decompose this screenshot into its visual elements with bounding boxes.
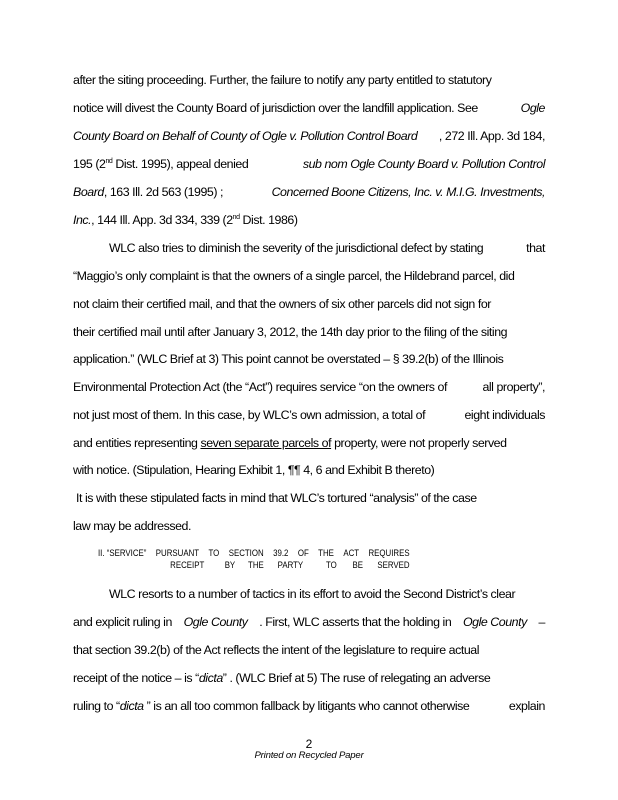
paragraph-start	[109, 241, 545, 255]
text: , 272 Ill. App. 3d 184,	[438, 129, 545, 143]
text: ” . (WLC Brief at 5) The ruse of relegating an adverse	[222, 671, 491, 685]
heading-word: II. “SERVICE”	[98, 548, 147, 559]
footer-text: Printed on Recycled Paper	[254, 750, 364, 761]
text: –	[538, 615, 545, 629]
text: after the siting proceeding. Further, the failure to notify any party entitled to statutory	[73, 73, 492, 87]
text-line	[73, 643, 545, 657]
text-line	[73, 101, 545, 115]
text: Environmental Protection Act (the “Act”) requires service “on the owners of	[73, 380, 447, 394]
superscript: nd	[232, 214, 240, 221]
text-line	[73, 436, 545, 450]
text: not just most of them. In this case, by WLC’s own admission, a total of	[73, 408, 426, 422]
case-name: County Board on Behalf of County of Ogle v. Pollution Control Board	[73, 129, 418, 143]
heading-word: BY	[224, 560, 236, 571]
paragraph-start	[76, 491, 548, 505]
heading-word: SECTION	[228, 548, 264, 559]
text: eight individuals	[464, 408, 545, 422]
heading-word: 39.2	[273, 548, 289, 559]
text-line	[73, 671, 545, 685]
case-name: sub nom Ogle County Board v. Pollution Control	[302, 157, 545, 171]
text: property, were not properly served	[331, 436, 507, 450]
heading-word: SERVED	[377, 560, 410, 571]
text: their certified mail until after January 3, 2012, the 14th day prior to the filing of the siting	[73, 325, 508, 339]
section-heading	[98, 548, 410, 572]
text: law may be addressed.	[73, 519, 191, 533]
text: explain	[508, 699, 545, 713]
text: , 144 Ill. App. 3d 334, 339 (2	[91, 213, 233, 227]
heading-word: BE	[352, 560, 363, 571]
text-line	[73, 325, 545, 339]
italic-term: dicta	[198, 671, 223, 685]
text: that section 39.2(b) of the Act reflects the intent of the legislature to require actual	[73, 643, 480, 657]
text-line	[73, 352, 545, 366]
case-name: Inc.	[73, 213, 92, 227]
text: notice will divest the County Board of jurisdiction over the landfill application. See	[73, 101, 478, 115]
text-line	[73, 269, 545, 283]
text-line	[73, 213, 545, 227]
text: ruling to “	[73, 699, 120, 713]
heading-row	[98, 548, 410, 560]
heading-word: ACT	[343, 548, 360, 559]
text-line	[73, 699, 545, 713]
text-line	[73, 129, 545, 143]
heading-word: REQUIRES	[368, 548, 410, 559]
case-name: Ogle County	[183, 615, 248, 629]
heading-word: TO	[208, 548, 220, 559]
text: and explicit ruling in	[73, 615, 172, 629]
italic-term: dicta	[119, 699, 144, 713]
superscript: nd	[105, 158, 113, 165]
text: and entities representing	[73, 436, 201, 450]
heading-word: TO	[325, 560, 337, 571]
case-name: Ogle	[520, 101, 545, 115]
text: , 163 Ill. 2d 563 (1995) ;	[103, 185, 224, 199]
case-name: Concerned Boone Citizens, Inc. v. M.I.G. Investments,	[271, 185, 545, 199]
heading-word: PARTY	[277, 560, 304, 571]
text: WLC also tries to diminish the severity of the jurisdictional defect by stating	[109, 241, 484, 255]
text-line	[73, 519, 545, 533]
case-name: Ogle County	[462, 615, 527, 629]
underlined-text: seven separate parcels of	[200, 436, 332, 450]
text: 195 (2	[73, 157, 106, 171]
text-line	[73, 185, 545, 199]
heading-word: THE	[248, 560, 264, 571]
text-line	[73, 615, 545, 629]
page-number: 2	[305, 737, 313, 751]
text: ” is an all too common fallback by litigants who cannot otherwise	[143, 699, 470, 713]
text: . First, WLC asserts that the holding in	[259, 615, 452, 629]
text-line	[73, 463, 545, 477]
text-line	[73, 408, 545, 422]
text: Dist. 1986)	[239, 213, 298, 227]
text-line	[73, 73, 545, 87]
heading-word: THE	[318, 548, 334, 559]
text: application.” (WLC Brief at 3) This point cannot be overstated – § 39.2(b) of the Illinois	[73, 352, 504, 366]
text: Dist. 1995), appeal denied	[112, 157, 249, 171]
heading-word: PURSUANT	[155, 548, 200, 559]
heading-word: RECEIPT	[170, 560, 205, 571]
text: receipt of the notice – is “	[73, 671, 199, 685]
case-name: Board	[73, 185, 104, 199]
text: It is with these stipulated facts in mind that WLC’s tortured “analysis” of the case	[76, 491, 477, 505]
text: all property”,	[482, 380, 545, 394]
text: WLC resorts to a number of tactics in its effort to avoid the Second District’s clear	[109, 587, 516, 601]
paragraph-start	[109, 587, 545, 601]
text-line	[73, 157, 545, 171]
text: not claim their certified mail, and that the owners of six other parcels did not sign for	[73, 297, 491, 311]
text-line	[73, 380, 545, 394]
heading-word: OF	[297, 548, 309, 559]
text: with notice. (Stipulation, Hearing Exhibit 1, ¶¶ 4, 6 and Exhibit B thereto)	[73, 463, 435, 477]
text: that	[526, 241, 545, 255]
text: “Maggio’s only complaint is that the owners of a single parcel, the Hildebrand parcel, did	[73, 269, 515, 283]
heading-row	[98, 560, 410, 572]
text-line	[73, 297, 545, 311]
